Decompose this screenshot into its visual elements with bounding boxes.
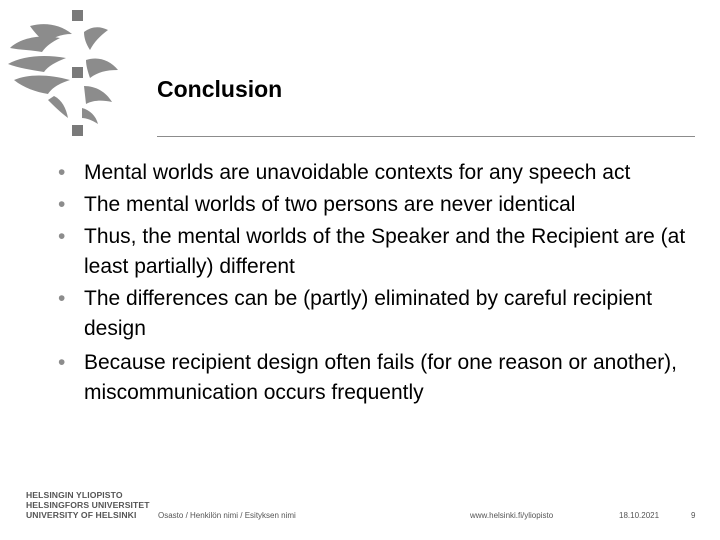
page-number: 9 [691,511,696,520]
bullet-marker: • [58,193,66,216]
university-name-swedish: HELSINGFORS UNIVERSITET [26,500,150,510]
university-flame-logo-icon [0,0,150,145]
bullet-text: Because recipient design often fails (for one reason or another), miscommunication occurs frequently [84,351,678,404]
bullet-item [58,284,708,344]
bullet-list [58,158,708,416]
bullet-item [58,222,708,282]
bullet-text: Thus, the mental worlds of the Speaker and the Recipient are (at least partially) different [84,225,686,278]
university-name-english: UNIVERSITY OF HELSINKI [26,510,137,520]
bullet-item [58,190,708,220]
footer-department: Osasto / Henkilön nimi / Esityksen nimi [158,511,296,520]
bullet-text: The differences can be (partly) eliminated by careful recipient design [84,287,653,340]
bullet-item [58,348,708,408]
bullet-item [58,158,708,188]
bullet-marker: • [58,161,66,184]
bullet-marker: • [58,225,66,248]
university-name-finnish: HELSINGIN YLIOPISTO [26,490,123,500]
bullet-marker: • [58,287,66,310]
footer-date: 18.10.2021 [619,511,660,520]
slide-title: Conclusion [157,76,283,102]
university-wordmark [26,490,150,520]
bullet-text: The mental worlds of two persons are never identical [84,193,576,216]
footer-url: www.helsinki.fi/yliopisto [470,511,554,520]
bullet-marker: • [58,351,66,374]
bullet-text: Mental worlds are unavoidable contexts for any speech act [84,161,631,184]
title-divider [157,136,695,137]
